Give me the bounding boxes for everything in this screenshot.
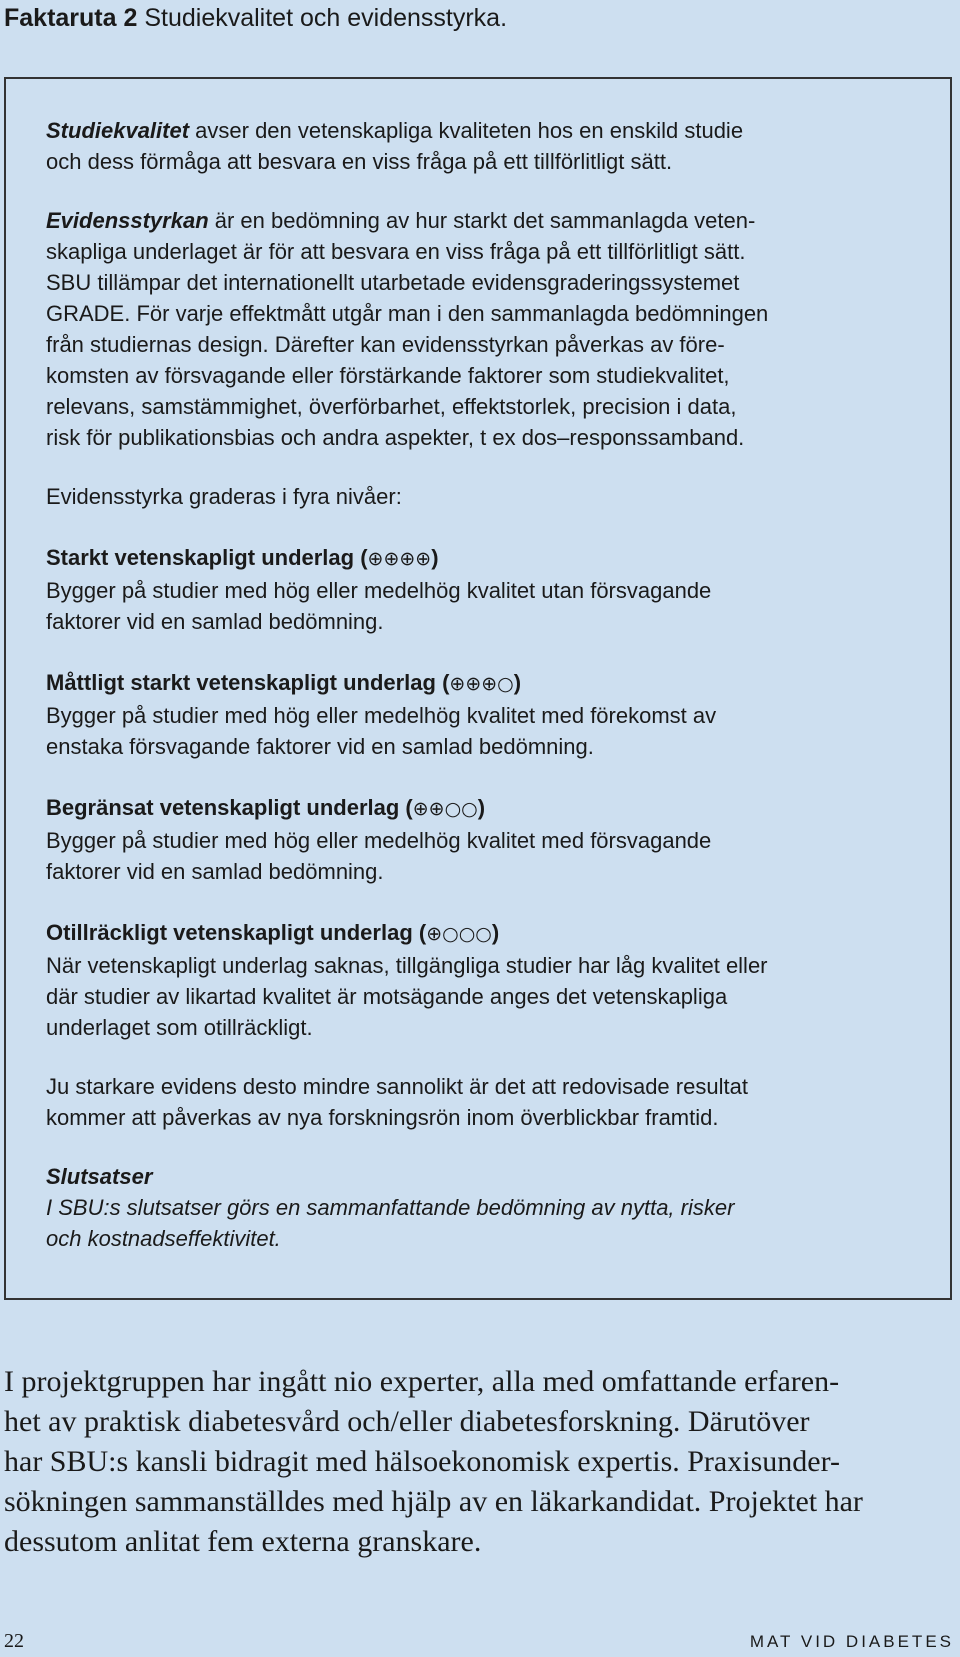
heading-title: Studiekvalitet och evidensstyrka. (137, 4, 508, 32)
evidence-rating-symbols: ⊕⊕○○ (412, 798, 478, 820)
level-insufficient: Otillräckligt vetenskapligt underlag (⊕○○○) När vetenskapligt underlag saknas, tillgängliga studier har låg kvalitet eller där studier av likartad kvalitet är motsägande anges det vetenskapliga underlaget som otillräckligt. (46, 920, 768, 1040)
evidence-rating-symbols: ⊕⊕⊕○ (449, 673, 514, 695)
levels-intro: Evidensstyrka graderas i fyra nivåer: (46, 484, 402, 509)
page-number: 22 (4, 1630, 24, 1652)
level-moderate: Måttligt starkt vetenskapligt underlag (⊕⊕⊕○) Bygger på studier med hög eller medelhög kvalitet med förekomst av enstaka försvagande faktorer vid en samlad bedömning. (46, 670, 717, 759)
conclusions-title: Slutsatser (46, 1164, 153, 1189)
fact-box-content (46, 115, 930, 1254)
evidence-rating-symbols: ⊕○○○ (426, 923, 492, 945)
heading-label: Faktaruta 2 (4, 4, 138, 32)
term-study-quality: Studiekvalitet (46, 118, 190, 143)
evidence-rating-symbols: ⊕⊕⊕⊕ (367, 548, 432, 570)
running-title: MAT VID DIABETES (749, 1632, 954, 1651)
summary-paragraph: Ju starkare evidens desto mindre sannolikt är det att redovisade resultat kommer att påverkas av nya forskningsrön inom överblickbar framtid. (46, 1074, 748, 1130)
fact-box (4, 77, 952, 1300)
level-strong: Starkt vetenskapligt underlag (⊕⊕⊕⊕) Bygger på studier med hög eller medelhög kvalitet utan försvagande faktorer vid en samlad bedömning. (46, 545, 712, 634)
conclusions-section (46, 1161, 930, 1254)
study-quality-paragraph: Studiekvalitet avser den vetenskapliga kvaliteten hos en enskild studie och dess förmåga att besvara en viss fråga på ett tillförlitligt sätt. (46, 118, 744, 174)
term-evidence-strength: Evidensstyrkan (46, 208, 209, 233)
body-paragraph: I projektgruppen har ingått nio experter, alla med omfattande erfaren- het av praktisk diabetesvård och/eller diabetesforskning. Därutöver har SBU:s kansli bidragit med hälsoekonomisk expertis. Praxisunder- sökningen sammanställdes med hjälp av en läkarkandidat. Projektet har dessutom anlitat fem externa granskare. (4, 1365, 863, 1558)
fact-box-heading (4, 2, 507, 34)
level-limited: Begränsat vetenskapligt underlag (⊕⊕○○) Bygger på studier med hög eller medelhög kvalitet med försvagande faktorer vid en samlad bedömning. (46, 795, 712, 884)
evidence-strength-paragraph: Evidensstyrkan är en bedömning av hur starkt det sammanlagda veten- skapliga underlaget är för att besvara en viss fråga på ett tillförlitligt sätt. SBU tillämpar det internationellt utarbetade evidensgraderingssystemet GRADE. För varje effektmått utgår man i den sammanlagda bedömningen från studiernas design. Därefter kan evidensstyrkan påverkas av före- komsten av försvagande eller förstärkande faktorer som studiekvalitet, relevans, samstämmighet, överförbarhet, effektstorlek, precision i data, risk för publikationsbias och andra aspekter, t ex dos–responssamband. (46, 208, 769, 450)
conclusions-text: I SBU:s slutsatser görs en sammanfattande bedömning av nytta, risker och kostnadseffektivitet. (46, 1195, 735, 1251)
